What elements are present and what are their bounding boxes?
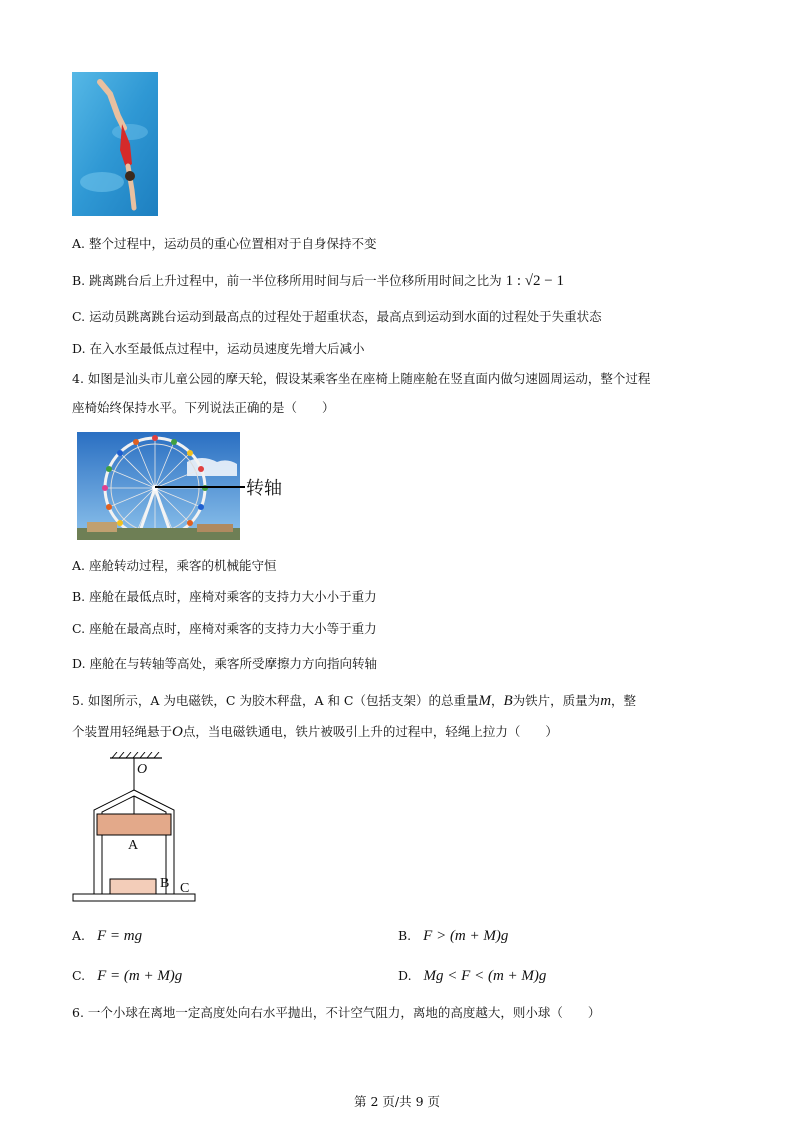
q5-text-f: 点，当电磁铁通电，铁片被吸引上升的过程中，轻绳上拉力（ ）	[182, 724, 558, 739]
q5-option-c-expr: F = (m + M)g	[97, 968, 183, 984]
question-5-option-d	[398, 968, 546, 984]
q5-option-d-expr: Mg < F < (m + M)g	[423, 968, 547, 984]
question-4-line-2: 座椅始终保持水平。下列说法正确的是（ ）	[72, 400, 335, 415]
diver-option-b-text: B. 跳离跳台后上升过程中，前一半位移所用时间与后一半位移所用时间之比为	[72, 273, 502, 288]
q5-var-B: B	[503, 693, 513, 709]
q5-option-a-expr: F = mg	[97, 928, 143, 944]
question-5-option-b	[398, 928, 508, 944]
diver-option-a: A. 整个过程中，运动员的重心位置相对于自身保持不变	[72, 236, 377, 251]
q5-text-e: 个装置用轻绳悬于	[72, 724, 173, 739]
label-o: O	[137, 762, 148, 777]
axis-label: 转轴	[246, 478, 282, 499]
page-footer: 第 2 页/共 9 页	[353, 1094, 440, 1109]
q5-var-M: M	[478, 693, 491, 709]
diver-option-d: D. 在入水至最低点过程中，运动员速度先增大后减小	[72, 341, 365, 356]
diver-photo	[72, 72, 158, 216]
question-4-line-1: 4. 如图是汕头市儿童公园的摩天轮，假设某乘客坐在座椅上随座舱在竖直面内做匀速圆周运动，整个过程	[72, 371, 651, 386]
q5-text-a: 5. 如图所示，A 为电磁铁，C 为胶木秤盘，A 和 C（包括支架）的总重量	[72, 693, 479, 708]
q5-text-b: ，	[490, 693, 504, 708]
question-6-line-1: 6. 一个小球在离地一定高度处向右水平抛出，不计空气阻力，离地的高度越大，则小球（ ）	[72, 1005, 601, 1020]
diver-option-c: C. 运动员跳离跳台运动到最高点的过程处于超重状态，最高点到运动到水面的过程处于失重状态	[72, 309, 602, 324]
q5-option-c-letter: C.	[72, 968, 86, 983]
label-c: C	[180, 881, 190, 896]
diver-option-b-ratio: 1 : √2 − 1	[505, 273, 564, 289]
q5-option-b-letter: B.	[398, 928, 412, 943]
question-5-line-1	[72, 693, 636, 709]
q5-var-m: m	[600, 693, 612, 709]
question-4-option-d: D. 座舱在与转轴等高处，乘客所受摩擦力方向指向转轴	[72, 656, 378, 671]
question-4-option-b: B. 座舱在最低点时，座椅对乘客的支持力大小小于重力	[72, 589, 377, 604]
q5-text-d: ，整	[611, 693, 637, 708]
q5-option-a-letter: A.	[72, 928, 86, 943]
question-5-option-c	[72, 968, 182, 984]
question-5-line-2	[72, 724, 558, 740]
label-b: B	[160, 876, 170, 891]
q5-option-d-letter: D.	[398, 968, 412, 983]
diver-option-b	[72, 273, 564, 289]
question-5-option-a	[72, 928, 142, 944]
question-4-option-c: C. 座舱在最高点时，座椅对乘客的支持力大小等于重力	[72, 621, 377, 636]
q5-option-b-expr: F > (m + M)g	[423, 928, 509, 944]
axis-pointer-line	[155, 486, 245, 488]
question-4-option-a: A. 座舱转动过程，乘客的机械能守恒	[72, 558, 277, 573]
q5-text-c: 为铁片，质量为	[512, 693, 601, 708]
q5-var-O: O	[172, 724, 183, 740]
label-a: A	[128, 838, 139, 853]
